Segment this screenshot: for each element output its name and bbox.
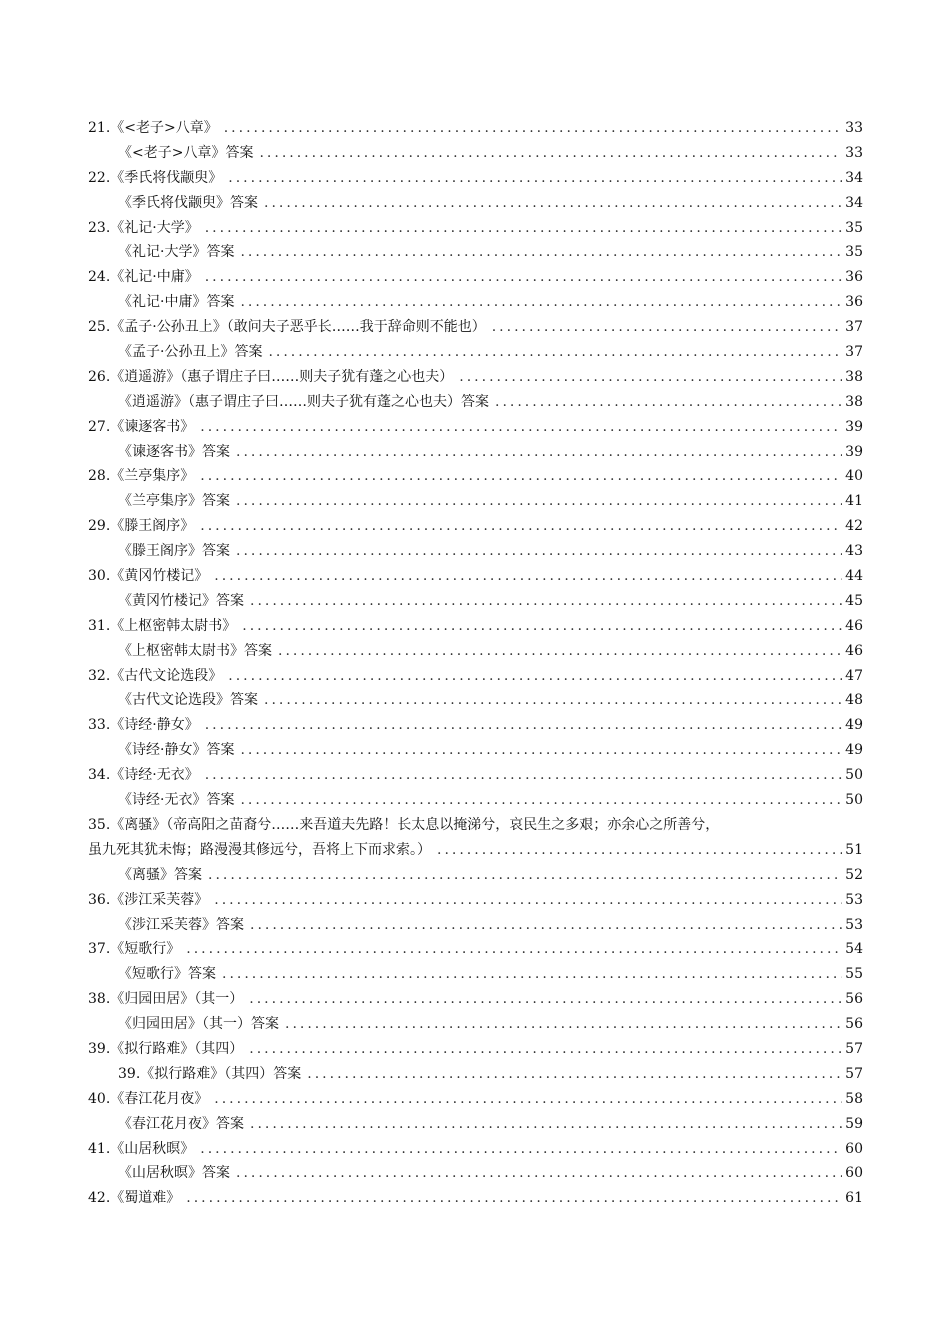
toc-entry-title: 《黄冈竹楼记》答案	[118, 592, 244, 609]
toc-entry-page: 57	[845, 1065, 863, 1082]
toc-entry-page: 53	[845, 916, 863, 933]
toc-entry-title: 《春江花月夜》答案	[118, 1115, 244, 1132]
toc-entry[interactable]	[88, 1186, 863, 1211]
toc-entry-title: 40.《春江花月夜》	[88, 1090, 209, 1107]
toc-entry-title: 34.《诗经·无衣》	[88, 767, 199, 784]
toc-entry-title: 《礼记·大学》答案	[118, 244, 235, 261]
toc-entry-title: 《诗经·无衣》答案	[118, 792, 235, 809]
toc-entry-page: 41	[845, 493, 863, 510]
dot-leader	[214, 564, 842, 589]
toc-entry-title: 31.《上枢密韩太尉书》	[88, 617, 237, 634]
toc-entry-answer[interactable]	[88, 962, 863, 987]
toc-entry[interactable]	[88, 987, 863, 1012]
toc-entry-answer[interactable]	[88, 141, 863, 166]
dot-leader	[214, 1087, 842, 1112]
toc-entry[interactable]	[88, 713, 863, 738]
toc-entry-title: 《山居秋暝》答案	[118, 1165, 230, 1182]
toc-entry-title-line1: 35.《离骚》（帝高阳之苗裔兮……来吾道夫先路！长太息以掩涕兮，哀民生之多艰；亦余心之所善兮，	[88, 816, 720, 833]
dot-leader	[240, 738, 842, 763]
toc-entry-page: 57	[845, 1040, 863, 1057]
dot-leader	[214, 888, 842, 913]
toc-entry-page: 38	[845, 393, 863, 410]
toc-entry-page: 54	[845, 941, 863, 958]
toc-entry-answer[interactable]	[88, 589, 863, 614]
toc-entry-title-line2: 虽九死其犹未悔；路漫漫其修远兮，吾将上下而求索。）	[88, 841, 431, 858]
toc-entry-answer[interactable]	[88, 191, 863, 216]
toc-entry[interactable]	[88, 265, 863, 290]
toc-entry-page: 38	[845, 368, 863, 385]
dot-leader	[200, 514, 842, 539]
dot-leader	[228, 166, 842, 191]
toc-entry-title: 《季氏将伐颛臾》答案	[118, 194, 258, 211]
dot-leader	[186, 937, 842, 962]
toc-entry-page: 60	[845, 1140, 863, 1157]
toc-entry-title: 29.《滕王阁序》	[88, 518, 195, 535]
toc-entry-answer[interactable]	[88, 1112, 863, 1137]
toc-entry-page: 58	[845, 1090, 863, 1107]
toc-entry-page: 52	[845, 866, 863, 883]
toc-entry-title: 38.《归园田居》（其一）	[88, 991, 244, 1008]
toc-entry-page: 47	[845, 667, 863, 684]
toc-entry-title: 《逍遥游》（惠子谓庄子曰……则夫子犹有蓬之心也夫）答案	[118, 393, 489, 410]
toc-entry-page: 39	[845, 418, 863, 435]
dot-leader	[259, 141, 842, 166]
toc-entry-answer[interactable]	[88, 1161, 863, 1186]
toc-entry-page: 59	[845, 1115, 863, 1132]
toc-entry[interactable]	[88, 1087, 863, 1112]
dot-leader	[236, 440, 842, 465]
toc-entry-title: 《归园田居》（其一）答案	[118, 1016, 279, 1033]
toc-entry-multiline[interactable]	[88, 813, 863, 863]
toc-entry-answer[interactable]	[88, 390, 863, 415]
dot-leader	[278, 639, 842, 664]
toc-entry-page: 34	[845, 169, 863, 186]
toc-entry-answer[interactable]	[88, 489, 863, 514]
dot-leader	[205, 265, 842, 290]
toc-entry-title: 33.《诗经·静女》	[88, 717, 199, 734]
toc-entry-title: 26.《逍遥游》（惠子谓庄子曰……则夫子犹有蓬之心也夫）	[88, 368, 454, 385]
toc-entry-title: 《<老子>八章》答案	[118, 144, 254, 161]
dot-leader	[240, 290, 842, 315]
toc-entry-answer[interactable]	[88, 290, 863, 315]
toc-entry-title: 《诗经·静女》答案	[118, 742, 235, 759]
toc-entry-page: 51	[845, 841, 863, 858]
toc-entry-title: 23.《礼记·大学》	[88, 219, 199, 236]
toc-entry-page: 48	[845, 692, 863, 709]
toc-entry-title: 39.《拟行路难》（其四）答案	[118, 1065, 302, 1082]
toc-entry-title: 28.《兰亭集序》	[88, 468, 195, 485]
dot-leader	[240, 788, 842, 813]
dot-leader	[242, 614, 842, 639]
dot-leader	[236, 489, 842, 514]
toc-entry-page: 56	[845, 991, 863, 1008]
toc-group-a	[88, 116, 863, 813]
toc-entry-title: 25.《孟子·公孙丑上》（敢问夫子恶乎长……我于辞命则不能也）	[88, 319, 486, 336]
toc-entry-page: 49	[845, 742, 863, 759]
dot-leader	[250, 913, 842, 938]
dot-leader	[222, 962, 842, 987]
toc-entry-page: 36	[845, 269, 863, 286]
toc-entry-title: 39.《拟行路难》（其四）	[88, 1040, 244, 1057]
toc-entry[interactable]	[88, 763, 863, 788]
toc-entry-title: 21.《<老子>八章》	[88, 120, 218, 136]
toc-entry-answer[interactable]	[88, 788, 863, 813]
toc-entry-answer[interactable]	[88, 738, 863, 763]
toc-entry-page: 39	[845, 443, 863, 460]
toc-entry-page: 33	[845, 144, 863, 161]
dot-leader	[264, 688, 842, 713]
toc-entry-title: 《上枢密韩太尉书》答案	[118, 642, 272, 659]
toc-entry[interactable]	[88, 365, 863, 390]
dot-leader	[249, 987, 842, 1012]
toc-entry-page: 37	[845, 344, 863, 361]
dot-leader	[224, 116, 842, 141]
dot-leader	[236, 1161, 842, 1186]
dot-leader	[268, 340, 842, 365]
toc-entry[interactable]	[88, 1037, 863, 1062]
toc-entry-line2	[88, 838, 863, 863]
toc-entry-title: 《古代文论选段》答案	[118, 692, 258, 709]
toc-entry-answer[interactable]	[88, 688, 863, 713]
toc-entry[interactable]	[88, 564, 863, 589]
toc-entry-answer[interactable]	[88, 1062, 863, 1087]
toc-entry-title: 36.《涉江采芙蓉》	[88, 891, 209, 908]
dot-leader	[492, 315, 842, 340]
dot-leader	[200, 1137, 842, 1162]
dot-leader	[250, 1112, 842, 1137]
toc-entry[interactable]	[88, 937, 863, 962]
dot-leader	[186, 1186, 842, 1211]
toc-group-b	[88, 863, 863, 1211]
dot-leader	[307, 1062, 842, 1087]
toc-entry-answer[interactable]	[88, 240, 863, 265]
toc-entry-answer[interactable]	[88, 539, 863, 564]
toc-entry-answer[interactable]	[88, 340, 863, 365]
dot-leader	[228, 664, 842, 689]
dot-leader	[250, 589, 842, 614]
dot-leader	[495, 390, 842, 415]
toc-entry[interactable]	[88, 614, 863, 639]
dot-leader	[437, 838, 842, 863]
dot-leader	[205, 763, 842, 788]
toc-entry-page: 42	[845, 518, 863, 535]
toc-entry-page: 40	[845, 468, 863, 485]
toc-entry-page: 36	[845, 294, 863, 311]
toc-entry-answer[interactable]	[88, 1012, 863, 1037]
toc-entry[interactable]	[88, 216, 863, 241]
toc-entry-page: 45	[845, 592, 863, 609]
dot-leader	[208, 863, 842, 888]
toc-entry-title: 32.《古代文论选段》	[88, 667, 223, 684]
toc-entry-title: 《孟子·公孙丑上》答案	[118, 344, 263, 361]
toc-entry[interactable]	[88, 664, 863, 689]
dot-leader	[205, 713, 842, 738]
toc-entry[interactable]	[88, 415, 863, 440]
toc-entry-page: 46	[845, 617, 863, 634]
toc-entry-page: 55	[845, 966, 863, 983]
table-of-contents	[88, 116, 863, 1211]
toc-entry[interactable]	[88, 166, 863, 191]
toc-entry-answer[interactable]	[88, 913, 863, 938]
toc-entry-title: 41.《山居秋暝》	[88, 1140, 195, 1157]
toc-entry-title: 22.《季氏将伐颛臾》	[88, 169, 223, 186]
toc-entry-title: 42.《蜀道难》	[88, 1190, 181, 1207]
toc-entry-page: 44	[845, 568, 863, 585]
toc-entry-page: 49	[845, 717, 863, 734]
toc-entry-page: 50	[845, 767, 863, 784]
toc-entry-page: 33	[845, 120, 863, 136]
toc-entry-title: 《谏逐客书》答案	[118, 443, 230, 460]
toc-entry-page: 46	[845, 642, 863, 659]
toc-entry-title: 《滕王阁序》答案	[118, 543, 230, 560]
toc-entry-page: 61	[845, 1190, 863, 1207]
dot-leader	[205, 216, 842, 241]
toc-entry-title: 37.《短歌行》	[88, 941, 181, 958]
toc-entry-title: 《短歌行》答案	[118, 966, 216, 983]
dot-leader	[240, 240, 842, 265]
toc-entry-answer[interactable]	[88, 440, 863, 465]
dot-leader	[249, 1037, 842, 1062]
toc-entry-page: 34	[845, 194, 863, 211]
toc-entry[interactable]	[88, 315, 863, 340]
toc-entry-title: 《礼记·中庸》答案	[118, 294, 235, 311]
toc-entry[interactable]	[88, 464, 863, 489]
dot-leader	[200, 415, 842, 440]
toc-entry-page: 35	[845, 244, 863, 261]
toc-entry-title: 《离骚》答案	[118, 866, 202, 883]
toc-entry-page: 60	[845, 1165, 863, 1182]
toc-entry-page: 50	[845, 792, 863, 809]
toc-entry-title: 《兰亭集序》答案	[118, 493, 230, 510]
toc-entry-page: 56	[845, 1016, 863, 1033]
dot-leader	[285, 1012, 842, 1037]
toc-entry[interactable]	[88, 1137, 863, 1162]
toc-entry[interactable]	[88, 116, 863, 141]
toc-entry[interactable]	[88, 514, 863, 539]
toc-entry-answer[interactable]	[88, 863, 863, 888]
dot-leader	[236, 539, 842, 564]
dot-leader	[459, 365, 842, 390]
toc-entry-page: 37	[845, 319, 863, 336]
toc-entry-title: 27.《谏逐客书》	[88, 418, 195, 435]
dot-leader	[264, 191, 842, 216]
toc-entry-answer[interactable]	[88, 639, 863, 664]
dot-leader	[200, 464, 842, 489]
toc-entry-page: 35	[845, 219, 863, 236]
toc-entry[interactable]	[88, 888, 863, 913]
toc-entry-page: 43	[845, 543, 863, 560]
toc-entry-title: 《涉江采芙蓉》答案	[118, 916, 244, 933]
toc-entry-title: 24.《礼记·中庸》	[88, 269, 199, 286]
toc-entry-title: 30.《黄冈竹楼记》	[88, 568, 209, 585]
toc-entry-page: 53	[845, 891, 863, 908]
